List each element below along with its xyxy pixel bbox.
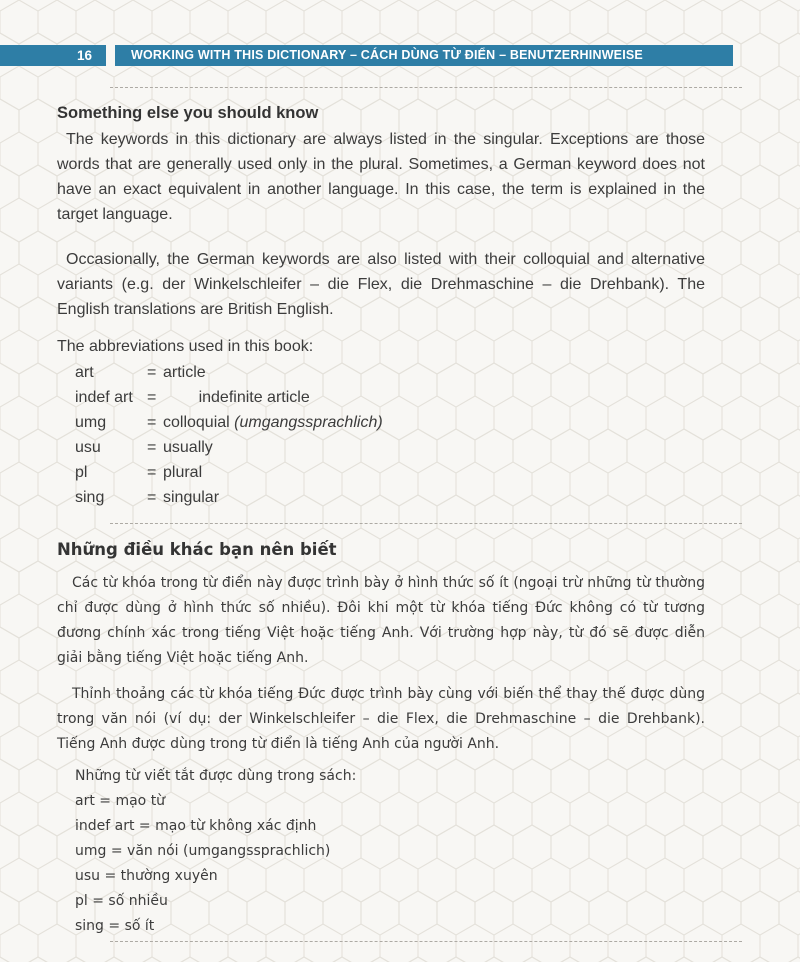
abbrev-key: sing — [75, 489, 105, 506]
abbrev-line: art = mạo từ — [75, 793, 166, 809]
abbrev-key: usu — [75, 439, 101, 456]
abbrev-key: art — [75, 364, 94, 381]
abbrev-row — [75, 485, 705, 510]
english-abbrev-intro: The abbreviations used in this book: — [57, 338, 314, 355]
equals-sign: = — [147, 464, 157, 481]
vietnamese-paragraph-2: Thỉnh thoảng các từ khóa tiếng Đức được trình bày cùng với biến thể thay thế được dùng trong văn nói (ví dụ: der Winkelschleifer – die Flex, die Drehmaschine – die Drehbank). Tiếng Anh được dùng trong từ điển là tiếng Anh của người Anh. — [57, 686, 705, 752]
abbrev-def: article — [163, 364, 206, 381]
vietnamese-abbrev-intro: Những từ viết tắt được dùng trong sách: — [75, 768, 357, 784]
english-section — [57, 100, 705, 510]
abbrev-line: indef art = mạo từ không xác định — [75, 818, 317, 834]
abbrev-row — [75, 460, 705, 485]
equals-sign: = — [147, 364, 157, 381]
divider-middle — [110, 523, 742, 524]
equals-sign: = — [147, 389, 157, 406]
page-number: 16 — [76, 48, 92, 63]
abbrev-def: singular — [163, 489, 220, 506]
abbrev-def: plural — [163, 464, 203, 481]
abbrev-key: umg — [75, 414, 107, 431]
vietnamese-section — [57, 537, 705, 939]
abbrev-def: indefinite article — [163, 389, 310, 406]
abbrev-line: sing = số ít — [75, 918, 155, 934]
divider-bottom — [110, 941, 742, 942]
abbrev-def: colloquial (umgangssprachlich) — [163, 414, 383, 431]
abbrev-key: indef art — [75, 389, 133, 406]
vietnamese-abbrev-list — [57, 789, 705, 939]
english-paragraph-1: The keywords in this dictionary are always listed in the singular. Exceptions are those words that are generally used only in the plural. Sometimes, a German keyword does not have an exact equivalent in another language. In this case, the term is explained in the target language. — [57, 131, 705, 223]
equals-sign: = — [147, 414, 157, 431]
abbrev-row — [75, 385, 705, 410]
english-abbrev-table — [57, 360, 705, 510]
vietnamese-paragraph-1: Các từ khóa trong từ điển này được trình bày ở hình thức số ít (ngoại trừ những từ thường chỉ được dùng ở hình thức số nhiều). Đôi khi một từ khóa tiếng Đức không có từ tương đương chính xác trong tiếng Việt hoặc tiếng Anh. Với trường hợp này, từ đó sẽ được diễn giải bằng tiếng Việt hoặc tiếng Anh. — [57, 575, 705, 666]
abbrev-line: pl = số nhiều — [75, 893, 168, 909]
chapter-title-bar — [115, 45, 733, 66]
abbrev-row — [75, 360, 705, 385]
abbrev-row — [75, 410, 705, 435]
divider-top — [110, 87, 742, 88]
vietnamese-heading: Những điều khác bạn nên biết — [57, 540, 337, 559]
english-paragraph-2: Occasionally, the German keywords are also listed with their colloquial and alternative variants (e.g. der Winkelschleifer – die Flex, die Drehmaschine – die Drehbank). The English translations are British English. — [57, 251, 705, 318]
abbrev-row — [75, 435, 705, 460]
abbrev-key: pl — [75, 464, 88, 481]
equals-sign: = — [147, 489, 157, 506]
abbrev-line: umg = văn nói (umgangssprachlich) — [75, 843, 331, 859]
page-number-bar — [0, 45, 106, 66]
chapter-title: WORKING WITH THIS DICTIONARY – CÁCH DÙNG TỪ ĐIỂN – BENUTZERHINWEISE — [131, 48, 643, 62]
abbrev-def: usually — [163, 439, 213, 456]
english-heading: Something else you should know — [57, 104, 319, 122]
abbrev-line: usu = thường xuyên — [75, 868, 218, 884]
equals-sign: = — [147, 439, 157, 456]
